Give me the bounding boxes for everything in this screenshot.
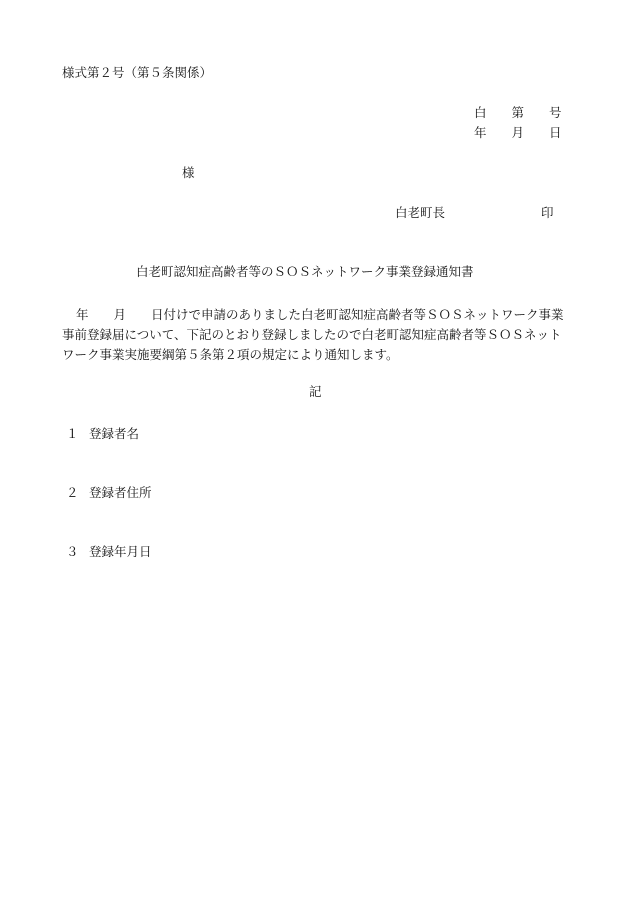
item-number: ２ <box>66 485 79 500</box>
item-number: ３ <box>66 544 79 559</box>
document-title: 白老町認知症高齢者等のＳＯＳネットワーク事業登録通知書 <box>136 264 474 279</box>
ki-heading: 記 <box>309 384 322 399</box>
item-number: １ <box>66 426 79 441</box>
body-paragraph: 年 月 日付けで申請のありました白老町認知症高齢者等ＳＯＳネットワーク事業事前登録届について、下記のとおり登録しましたので白老町認知症高齢者等ＳＯＳネットワーク事業実施要綱第５条第２項の規定により通知します。 <box>62 307 564 362</box>
item-label: 登録年月日 <box>89 544 152 559</box>
list-item <box>66 428 139 441</box>
issuer-title: 白老町長 <box>395 205 446 220</box>
addressee-line: 様 <box>182 165 195 180</box>
date-line: 年 月 日 <box>474 125 562 140</box>
form-label: 様式第２号（第５条関係） <box>62 65 213 80</box>
item-label: 登録者名 <box>89 426 140 441</box>
seal-mark: 印 <box>541 205 554 220</box>
list-item <box>66 546 152 559</box>
item-label: 登録者住所 <box>89 485 152 500</box>
document-number-line: 白 第 号 <box>474 105 562 120</box>
list-item <box>66 487 152 500</box>
